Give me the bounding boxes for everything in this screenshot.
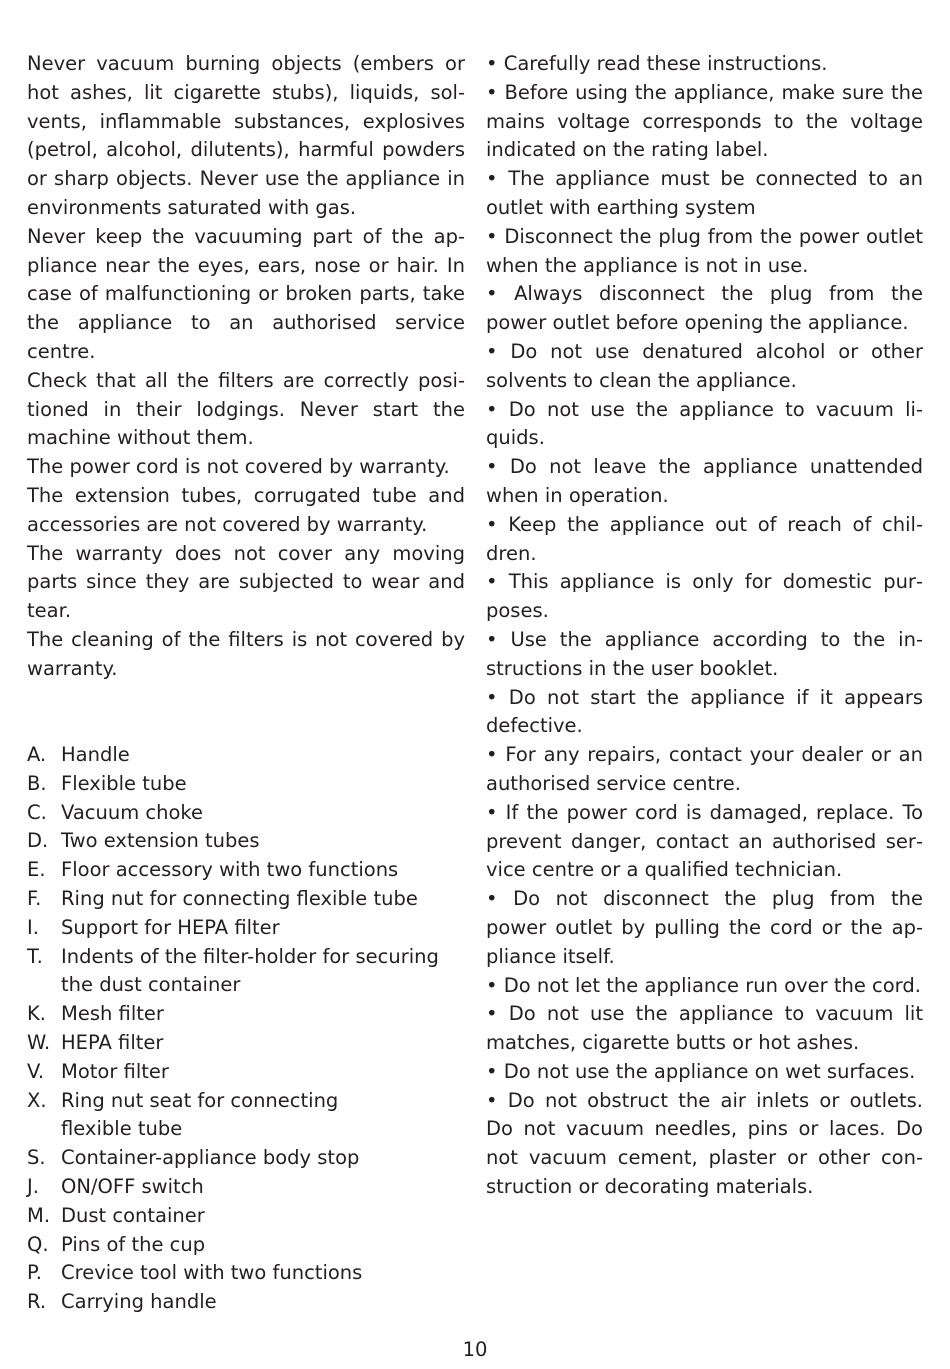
part-item: [27, 827, 467, 856]
part-name: Mesh filter: [61, 1002, 164, 1026]
safety-column: [486, 50, 923, 1202]
part-letter: S.: [27, 1146, 46, 1170]
part-letter: D.: [27, 829, 49, 853]
part-name: Two extension tubes: [61, 829, 260, 853]
part-item: [27, 799, 467, 828]
part-letter: A.: [27, 743, 47, 766]
part-name: Container-appliance body stop: [61, 1146, 360, 1170]
part-letter: W.: [27, 1030, 51, 1054]
part-letter: K.: [27, 1002, 46, 1026]
parts-list: [27, 741, 467, 1317]
part-name: ON/OFF switch: [61, 1174, 204, 1198]
part-letter: X.: [27, 1088, 47, 1112]
part-letter: R.: [27, 1290, 47, 1314]
part-name: Floor accessory with two functions: [61, 858, 399, 882]
safety-item: • This appliance is only for domestic purposes.: [486, 570, 923, 623]
warning-paragraph: Never keep the vacuuming part of the appliance near the eyes, ears, nose or hair. In case of malfunctioning or broken parts, take the appliance to an authorised service centre.: [27, 224, 465, 363]
part-item: [27, 1029, 467, 1058]
safety-item: • If the power cord is damaged, replace. To prevent danger, contact an authorised service centre or a qualified technician.: [486, 800, 923, 882]
safety-item: • Always disconnect the plug from the power outlet before opening the appliance.: [486, 282, 923, 335]
part-name: Ring nut for connecting flexible tube: [61, 886, 418, 910]
part-item: [27, 1231, 467, 1260]
safety-item: • Do not use the appliance on wet surfaces.: [486, 1059, 916, 1083]
safety-item: • Before using the appliance, make sure the mains voltage corresponds to the voltage indicated on the rating label.: [486, 80, 923, 162]
warning-paragraph: The extension tubes, corrugated tube and accessories are not covered by warranty.: [27, 483, 465, 536]
safety-item: • Do not let the appliance run over the cord.: [486, 973, 921, 997]
part-letter: P.: [27, 1261, 42, 1285]
part-letter: I.: [27, 915, 39, 939]
safety-item: • Do not use the appliance to vacuum lit matches, cigarette butts or hot ashes.: [486, 1002, 923, 1055]
page-number: 10: [462, 1338, 488, 1361]
part-name: Ring nut seat for connecting flexible tube: [61, 1088, 339, 1141]
part-item: [27, 1173, 467, 1202]
part-item: [27, 741, 467, 770]
part-letter: E.: [27, 858, 46, 882]
safety-item: • Keep the appliance out of reach of children.: [486, 512, 923, 565]
part-name: Indents of the filter-holder for securing the dust container: [61, 944, 439, 997]
part-name: Crevice tool with two functions: [61, 1261, 363, 1285]
safety-item: • Do not disconnect the plug from the power outlet by pulling the cord or the appliance itself.: [486, 887, 923, 968]
safety-item: • For any repairs, contact your dealer or an authorised service centre.: [486, 743, 923, 795]
safety-item: • Use the appliance according to the instructions in the user booklet.: [486, 627, 923, 680]
part-name: HEPA filter: [61, 1030, 164, 1054]
part-item: [27, 914, 467, 943]
part-letter: Q.: [27, 1232, 49, 1256]
part-letter: V.: [27, 1059, 45, 1083]
warning-paragraph: The warranty does not cover any moving parts since they are subjected to wear and tear.: [27, 541, 465, 623]
part-name: Carrying handle: [61, 1290, 217, 1314]
part-letter: T.: [27, 944, 43, 968]
safety-item: • Do not leave the appliance unattended when in operation.: [486, 455, 923, 507]
safety-item: • Carefully read these instructions.: [486, 52, 828, 75]
safety-item: • Do not start the appliance if it appears defective.: [486, 685, 923, 738]
warning-paragraph: Check that all the filters are correctly positioned in their lodgings. Never start the machine without them.: [27, 368, 465, 450]
warning-paragraph: The power cord is not covered by warranty.: [27, 455, 450, 479]
part-item: [27, 1288, 467, 1317]
part-item: [27, 856, 467, 885]
part-item: [27, 1000, 467, 1029]
warning-paragraph: The cleaning of the filters is not covered by warranty.: [27, 627, 465, 680]
part-item: [27, 1202, 467, 1231]
warnings-column: [27, 50, 465, 684]
safety-item: • Do not use the appliance to vacuum liquids.: [486, 397, 923, 450]
part-name: Support for HEPA filter: [61, 915, 280, 939]
part-item: [27, 943, 467, 1001]
part-letter: B.: [27, 771, 47, 795]
part-name: Dust container: [61, 1203, 205, 1227]
part-name: Flexible tube: [61, 771, 187, 795]
part-name: Handle: [61, 743, 130, 766]
safety-item: • Disconnect the plug from the power outlet when the appliance is not in use.: [486, 224, 923, 277]
part-name: Pins of the cup: [61, 1232, 206, 1256]
part-letter: M.: [27, 1203, 51, 1227]
part-item: [27, 1144, 467, 1173]
part-item: [27, 885, 467, 914]
part-letter: J.: [27, 1174, 39, 1198]
safety-item: • Do not obstruct the air inlets or outlets. Do not vacuum needles, pins or laces. Do not vacuum cement, plaster or other construction or decorating materials.: [486, 1088, 923, 1199]
part-item: [27, 1058, 467, 1087]
warning-paragraph: Never vacuum burning objects (embers or hot ashes, lit cigarette stubs), liquids, solvents, inflammable substances, explosives (petrol, alcohol, dilutents), harmful powders or sharp objects. Never use the appliance in environments saturated with gas.: [27, 52, 465, 219]
part-name: Motor filter: [61, 1059, 169, 1083]
part-name: Vacuum choke: [61, 800, 204, 824]
part-letter: C.: [27, 800, 47, 824]
safety-item: • The appliance must be connected to an outlet with earthing system: [486, 167, 923, 219]
part-item: [27, 1259, 467, 1288]
safety-item: • Do not use denatured alcohol or other solvents to clean the appliance.: [486, 339, 923, 392]
safety-instructions-list: [486, 50, 923, 1202]
part-item: [27, 1087, 391, 1145]
part-item: [27, 770, 467, 799]
part-letter: F.: [27, 886, 42, 910]
